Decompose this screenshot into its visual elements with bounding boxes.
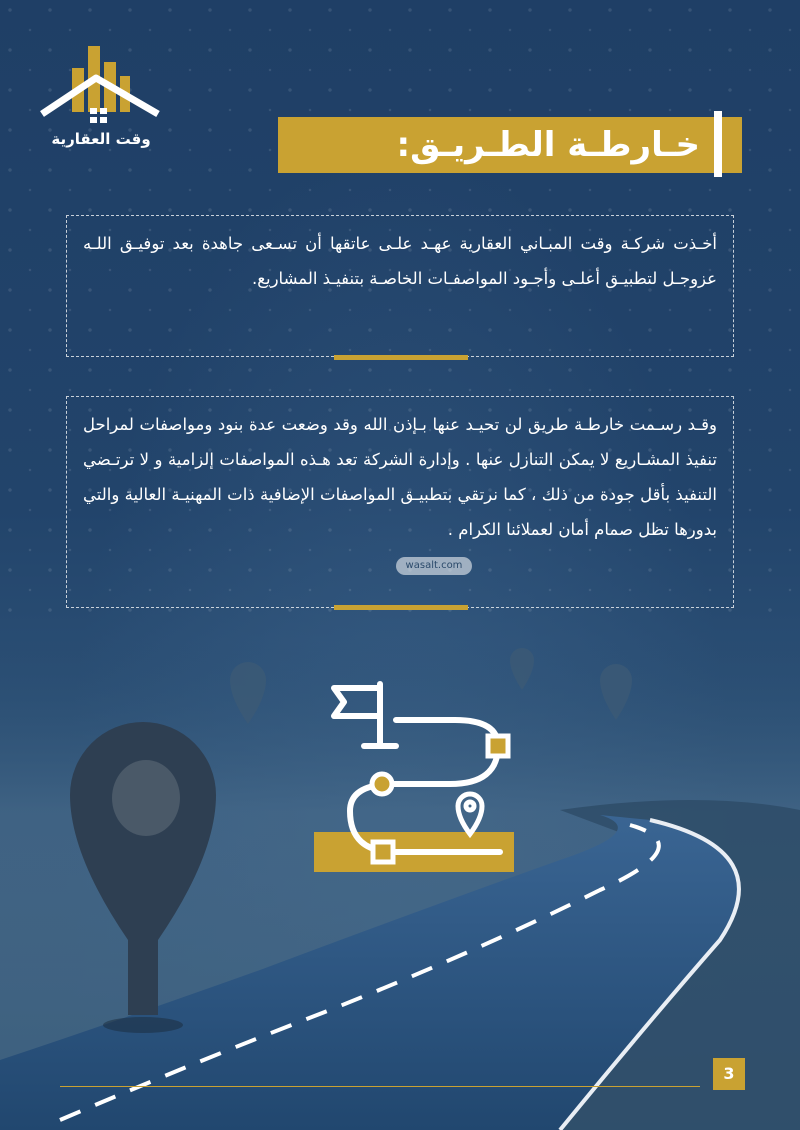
page-number: 3 — [713, 1058, 745, 1090]
watermark: wasalt.com — [396, 557, 472, 575]
title-accent-bar — [714, 111, 722, 177]
paragraph-box-2: وقـد رسـمت خارطـة طريق لن تحيـد عنها بـإذن الله وقد وضعت عدة بنود ومواصفات لمراحل تنفيذ المشـاريع لا يمكن التنازل عنها . وإدارة الشركة تعد هـذه المواصفات إلزامية و لا ترتـضي التنفيذ بأقل جودة من ذلك ، كما نرتقي بتطبيـق المواصفات الإضافية ذات المهنيـة العالية والتي بدورها تظل صمام أمان لعملائنا الكرام . — [66, 396, 734, 608]
map-pin-icon — [458, 794, 482, 834]
paragraph-underline-2 — [334, 605, 468, 610]
paragraph-underline-1 — [334, 355, 468, 360]
paragraph-box-1: أخـذت شركـة وقت المبـاني العقارية عهـد علـى عاتقها أن تسـعى جاهدة بعد توفيـق اللـه عزوجـل لتطبيـق أعلـى وأجـود المواصفـات الخاصـة بتنفيـذ المشاريع. — [66, 215, 734, 357]
page-title: خـارطـة الطـريـق: — [396, 125, 700, 165]
logo-text: وقت العقارية — [51, 130, 151, 148]
footer-line — [60, 1086, 700, 1087]
roadmap-flag-path-icon — [300, 676, 530, 886]
